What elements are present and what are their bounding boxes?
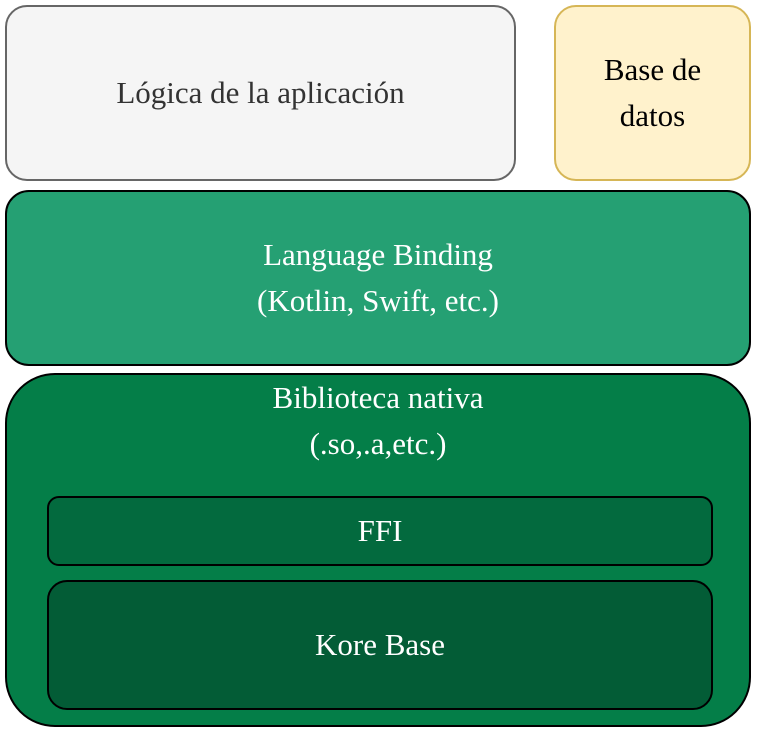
language-binding-subtitle: (Kotlin, Swift, etc.) bbox=[257, 283, 499, 318]
database-label-line-1: Base de bbox=[603, 52, 702, 87]
app-logic-label: Lógica de la aplicación bbox=[116, 75, 405, 110]
app-logic-box bbox=[5, 5, 516, 181]
ffi-box bbox=[47, 496, 713, 566]
native-library-header bbox=[273, 375, 484, 467]
native-library-title: Biblioteca nativa bbox=[272, 380, 484, 415]
language-binding-title: Language Binding bbox=[263, 237, 493, 272]
database-label-line-2: datos bbox=[619, 98, 686, 133]
kore-base-label: Kore Base bbox=[315, 627, 445, 662]
database-box bbox=[554, 5, 751, 181]
language-binding-box bbox=[5, 190, 751, 366]
native-library-subtitle: (.so,.a,etc.) bbox=[309, 426, 447, 461]
ffi-label: FFI bbox=[357, 513, 403, 548]
kore-base-box bbox=[47, 580, 713, 710]
